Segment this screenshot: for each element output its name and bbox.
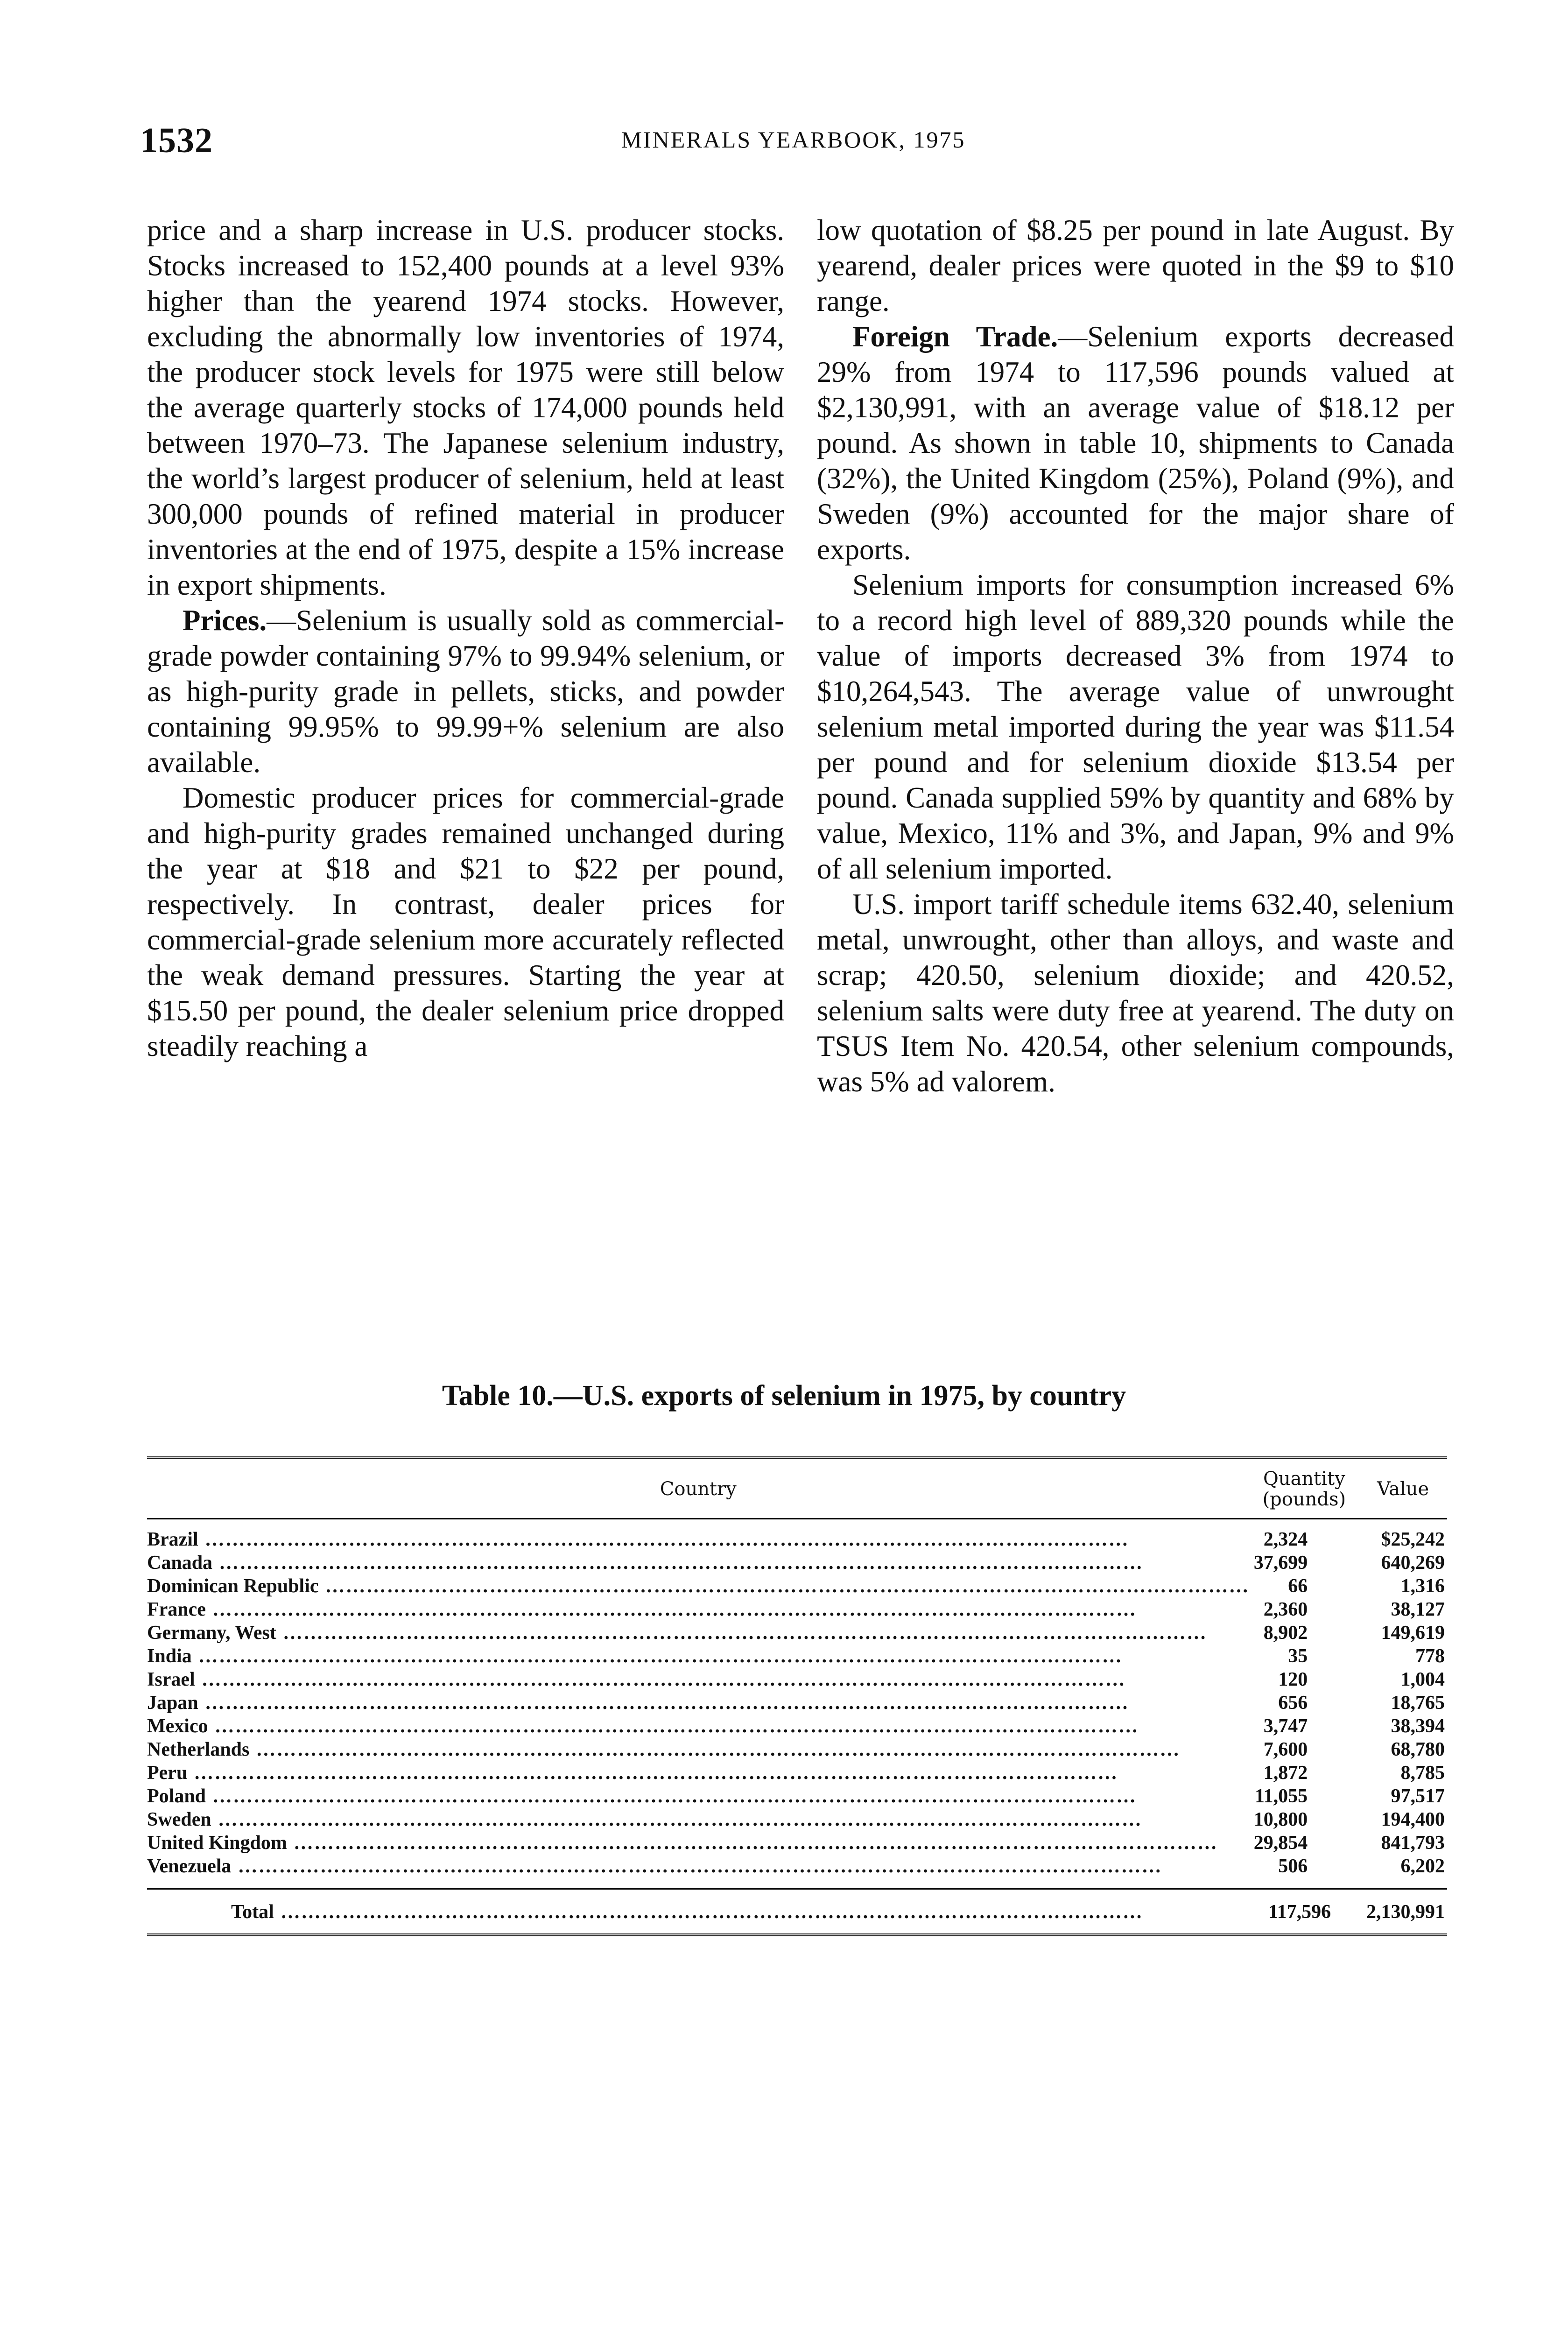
column-header-quantity-line1: Quantity xyxy=(1263,1468,1345,1490)
quantity-cell: 8,902 xyxy=(1263,1622,1308,1644)
body-text xyxy=(147,212,1454,1286)
country-cell xyxy=(147,1551,1250,1575)
leader-dots: ……………………………………………………………………………………………………………………… xyxy=(218,1809,1142,1830)
country-cell xyxy=(147,1668,1250,1691)
table-total-row xyxy=(147,1889,1447,1935)
leader-dots: ……………………………………………………………………………………………………………………… xyxy=(212,1786,1137,1807)
running-title: MINERALS YEARBOOK, 1975 xyxy=(621,127,966,153)
leader-dots: ……………………………………………………………………………………………………………………… xyxy=(214,1715,1139,1737)
leader-dots: ……………………………………………………………………………………………………………………… xyxy=(201,1669,1126,1690)
column-header-country: Country xyxy=(147,1458,1250,1519)
table-row xyxy=(147,1715,1447,1738)
quantity-cell: 7,600 xyxy=(1263,1739,1308,1760)
country-name: India xyxy=(147,1645,198,1667)
quantity-cell: 11,055 xyxy=(1255,1786,1308,1807)
leader-dots: ……………………………………………………………………………………………………………………… xyxy=(282,1622,1207,1644)
quantity-cell: 35 xyxy=(1288,1645,1308,1667)
table-row xyxy=(147,1668,1447,1691)
country-name: Dominican Republic xyxy=(147,1575,325,1597)
column-header-quantity xyxy=(1250,1458,1359,1519)
leader-dots: ……………………………………………………………………………………………………………………… xyxy=(204,1692,1129,1714)
quantity-cell: 2,360 xyxy=(1263,1599,1308,1620)
value-cell: 38,394 xyxy=(1391,1715,1445,1737)
left-column xyxy=(147,212,784,1064)
country-cell xyxy=(147,1575,1250,1598)
quantity-cell: 29,854 xyxy=(1253,1832,1308,1854)
value-cell: 38,127 xyxy=(1391,1599,1445,1620)
leader-dots: ……………………………………………………………………………………………………………………… xyxy=(204,1529,1129,1550)
country-name: Japan xyxy=(147,1692,205,1714)
table-row xyxy=(147,1808,1447,1831)
value-cell: 194,400 xyxy=(1381,1809,1445,1830)
value-cell: 1,004 xyxy=(1400,1669,1445,1690)
table-body xyxy=(147,1519,1447,1889)
value-cell: 640,269 xyxy=(1381,1552,1445,1574)
quantity-cell: 3,747 xyxy=(1263,1715,1308,1737)
table-row xyxy=(147,1785,1447,1808)
country-cell xyxy=(147,1761,1250,1785)
paragraph-text: —Selenium exports decreased 29% from 1974 to 117,596 pounds valued at $2,130,991, with an average value of $18.12 per pound. As shown in table 10, shipments to Canada (32%), the United Kingdom (25%), Poland (9%), and Sweden (9%) accounted for the major share of exports. xyxy=(817,320,1455,566)
leader-dots: ……………………………………………………………………………………………………………………… xyxy=(194,1762,1118,1784)
country-name: Germany, West xyxy=(147,1622,283,1644)
total-label: Total xyxy=(231,1901,281,1923)
country-cell xyxy=(147,1831,1250,1855)
country-cell xyxy=(147,1785,1250,1808)
table-row xyxy=(147,1575,1447,1598)
paragraph: low quotation of $8.25 per pound in late August. By yearend, dealer prices were quoted in the $9 to $10 range. xyxy=(817,214,1454,317)
quantity-cell: 506 xyxy=(1278,1856,1308,1877)
country-name: United Kingdom xyxy=(147,1832,294,1854)
table-header-row xyxy=(147,1458,1447,1519)
table-row xyxy=(147,1738,1447,1761)
table-row xyxy=(147,1831,1447,1855)
total-value: 2,130,991 xyxy=(1359,1889,1447,1935)
country-name: Peru xyxy=(147,1762,194,1784)
country-cell xyxy=(147,1691,1250,1715)
paragraph: Domestic producer prices for commercial-grade and high-purity grades remained unchanged during the year at $18 and $21 to $22 per pound, respectively. In contrast, dealer prices for commercial-grade selenium more accurately reflected the weak demand pressures. Starting the year at $15.50 per pound, the dealer selenium price dropped steadily reaching a xyxy=(147,781,784,1062)
page-number: 1532 xyxy=(140,121,213,160)
quantity-cell: 66 xyxy=(1288,1575,1308,1597)
right-column xyxy=(817,212,1454,1099)
leader-dots: ……………………………………………………………………………………………………………………… xyxy=(198,1645,1123,1667)
country-name: Netherlands xyxy=(147,1739,256,1760)
country-cell xyxy=(147,1519,1250,1552)
country-name: Israel xyxy=(147,1669,202,1690)
leader-dots: ……………………………………………………………………………………………………………………… xyxy=(212,1599,1137,1620)
table-row xyxy=(147,1691,1447,1715)
leader-dots: ……………………………………………………………………………………………………………………… xyxy=(238,1856,1162,1877)
country-cell xyxy=(147,1808,1250,1831)
value-cell: 1,316 xyxy=(1400,1575,1445,1597)
country-cell xyxy=(147,1645,1250,1668)
value-cell: 149,619 xyxy=(1381,1622,1445,1644)
column-header-value: Value xyxy=(1359,1458,1447,1519)
leader-dots: ……………………………………………………………………………………………………………………… xyxy=(256,1739,1181,1760)
country-name: Poland xyxy=(147,1786,212,1807)
value-cell: 6,202 xyxy=(1400,1856,1445,1877)
country-name: Canada xyxy=(147,1552,219,1574)
leader-dots: ……………………………………………………………………………………………………………………… xyxy=(325,1575,1250,1597)
quantity-cell: 37,699 xyxy=(1253,1552,1308,1574)
table-row xyxy=(147,1519,1447,1552)
country-name: Venezuela xyxy=(147,1856,238,1877)
value-cell: 778 xyxy=(1415,1645,1445,1667)
country-name: Mexico xyxy=(147,1715,215,1737)
table-row xyxy=(147,1761,1447,1785)
leader-dots: ……………………………………………………………………………………………………………… xyxy=(280,1901,1143,1923)
paragraph: price and a sharp increase in U.S. producer stocks. Stocks increased to 152,400 pounds at a level 93% higher than the yearend 1974 stocks. However, excluding the abnormally low inventories of 1974, the producer stock levels for 1975 were still below the average quarterly stocks of 174,000 pounds held between 1970–73. The Japanese selenium industry, the world’s largest producer of selenium, held at least 300,000 pounds of refined material in producer inventories at the end of 1975, despite a 15% increase in export shipments. xyxy=(147,214,784,601)
value-cell: 8,785 xyxy=(1400,1762,1445,1784)
paragraph-foreign-trade xyxy=(817,319,1454,567)
table-title: Table 10.—U.S. exports of selenium in 1975, by country xyxy=(442,1380,1126,1412)
country-cell xyxy=(147,1598,1250,1621)
country-name: Sweden xyxy=(147,1809,218,1830)
quantity-cell: 120 xyxy=(1278,1669,1308,1690)
column-header-quantity-line2: (pounds) xyxy=(1262,1489,1346,1510)
value-cell: 68,780 xyxy=(1391,1739,1445,1760)
table-row xyxy=(147,1621,1447,1645)
table-row xyxy=(147,1645,1447,1668)
value-cell: $25,242 xyxy=(1381,1529,1445,1550)
country-cell xyxy=(147,1621,1250,1645)
paragraph-prices xyxy=(147,603,784,780)
exports-table xyxy=(147,1456,1447,1936)
value-cell: 18,765 xyxy=(1391,1692,1445,1714)
paragraph-text: —Selenium is usually sold as commercial-grade powder containing 97% to 99.94% selenium, or as high-purity grade in pellets, sticks, and powder containing 99.95% to 99.99+% selenium are also available. xyxy=(147,604,784,779)
country-cell xyxy=(147,1715,1250,1738)
country-name: Brazil xyxy=(147,1529,205,1550)
value-cell: 841,793 xyxy=(1381,1832,1445,1854)
country-name: France xyxy=(147,1599,212,1620)
value-cell: 97,517 xyxy=(1391,1786,1445,1807)
section-heading-foreign-trade: Foreign Trade. xyxy=(852,320,1058,353)
running-head xyxy=(140,120,1447,162)
leader-dots: ……………………………………………………………………………………………………………………… xyxy=(293,1832,1218,1854)
table-row xyxy=(147,1551,1447,1575)
total-quantity: 117,596 xyxy=(1250,1889,1359,1935)
paragraph: Selenium imports for consumption increased 6% to a record high level of 889,320 pounds while the value of imports decreased 3% from 1974 to $10,264,543. The average value of unwrought selenium metal imported during the year was $11.54 per pound and for selenium dioxide $13.54 per pound. Canada supplied 59% by quantity and 68% by value, Mexico, 11% and 3%, and Japan, 9% and 9% of all selenium imported. xyxy=(817,569,1454,885)
quantity-cell: 1,872 xyxy=(1263,1762,1308,1784)
leader-dots: ……………………………………………………………………………………………………………………… xyxy=(219,1552,1144,1574)
table-row xyxy=(147,1598,1447,1621)
quantity-cell: 656 xyxy=(1278,1692,1308,1714)
total-label-cell xyxy=(147,1889,1250,1935)
quantity-cell: 2,324 xyxy=(1263,1529,1308,1550)
section-heading-prices: Prices. xyxy=(183,604,267,637)
table-row xyxy=(147,1855,1447,1889)
country-cell xyxy=(147,1738,1250,1761)
paragraph: U.S. import tariff schedule items 632.40, selenium metal, unwrought, other than alloys, and waste and scrap; 420.50, selenium dioxide; and 420.52, selenium salts were duty free at yearend. The duty on TSUS Item No. 420.54, other selenium compounds, was 5% ad valorem. xyxy=(817,888,1454,1098)
country-cell xyxy=(147,1855,1250,1889)
quantity-cell: 10,800 xyxy=(1253,1809,1308,1830)
